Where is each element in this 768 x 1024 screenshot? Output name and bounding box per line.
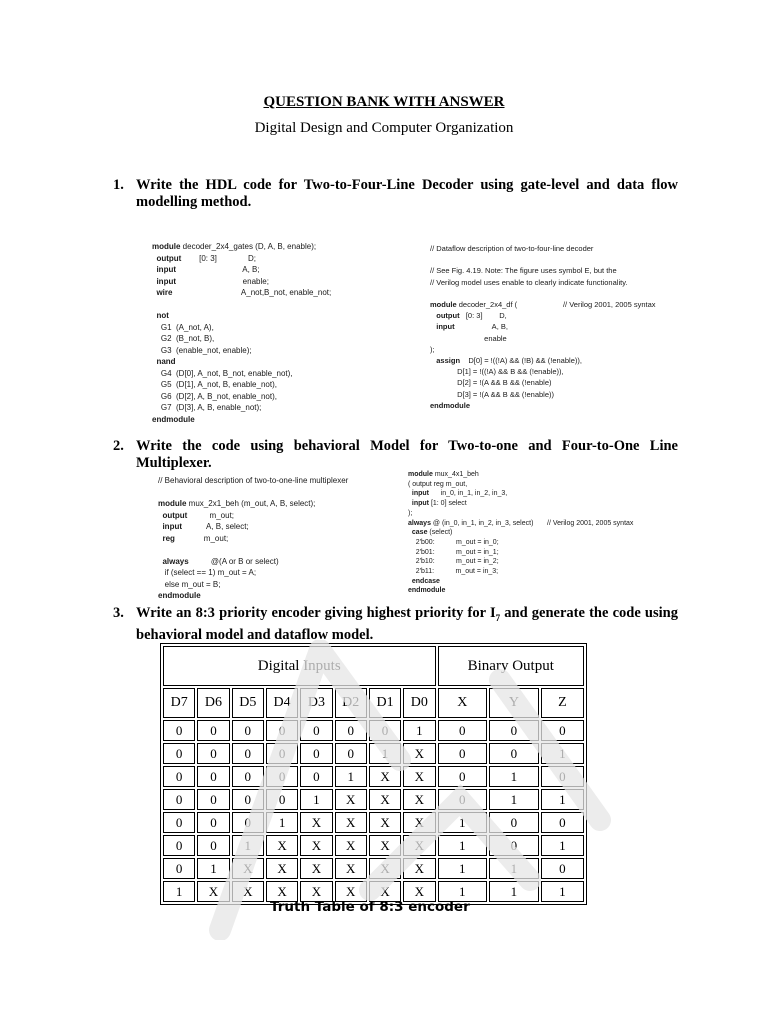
truth-table — [160, 643, 587, 905]
table-row — [163, 835, 584, 856]
code-line: input [1: 0] select — [411, 500, 467, 508]
code-line: G2 (B_not, B), — [152, 334, 215, 343]
code-line: 2'b00: m_out = in_0; — [408, 538, 499, 546]
code-line: module decoder_2x4_df ( // Verilog 2001, 2005 syntax — [430, 300, 656, 310]
column-header-d4: D4 — [266, 688, 298, 718]
table-cell: X — [369, 789, 401, 810]
question-text: Write the code using behavioral Model for Two-to-one and Four-to-One Line Multiplexer. — [136, 438, 678, 471]
table-cell: 0 — [163, 766, 195, 787]
table-cell: X — [266, 881, 298, 902]
table-cell: X — [403, 812, 435, 833]
code-line: output [0: 3] D, — [436, 311, 507, 321]
table-cell: X — [266, 835, 298, 856]
question-number: 3. — [113, 605, 124, 621]
code-line: input enable; — [156, 276, 269, 286]
code-line: D[1] = !((!A) && B && (!enable)), — [430, 367, 564, 377]
table-cell: X — [232, 858, 264, 879]
table-cell: 1 — [489, 766, 539, 787]
code-line: endcase — [411, 577, 440, 585]
page-subtitle: Digital Design and Computer Organization — [254, 120, 514, 136]
table-cell: 0 — [197, 835, 229, 856]
code-line: module mux_4x1_beh — [408, 471, 479, 478]
table-cell: X — [369, 858, 401, 879]
table-cell: X — [300, 835, 332, 856]
table-cell: 0 — [489, 812, 539, 833]
question-1 — [113, 177, 678, 211]
table-cell: X — [300, 812, 332, 833]
table-cell: 0 — [541, 812, 584, 833]
table-cell: X — [300, 858, 332, 879]
table-cell: 1 — [438, 858, 488, 879]
column-header-d0: D0 — [403, 688, 435, 718]
code-line — [158, 544, 348, 556]
table-cell: 1 — [163, 881, 195, 902]
code-line: assign D[0] = !((!A) && (!B) && (!enable)), — [436, 356, 582, 366]
group-header-outputs: Binary Output — [438, 646, 585, 686]
code-line — [152, 299, 331, 311]
table-cell: 1 — [197, 858, 229, 879]
code-line: G5 (D[1], A_not, B, enable_not), — [152, 380, 277, 389]
table-cell: 0 — [232, 812, 264, 833]
code-line: D[3] = !(A && B && (!enable)) — [430, 389, 555, 399]
table-cell: 1 — [266, 812, 298, 833]
table-cell: X — [335, 835, 367, 856]
code-line: case (select) — [411, 529, 453, 537]
table-cell: 1 — [403, 720, 435, 741]
column-header-y: Y — [489, 688, 539, 718]
table-cell: 1 — [489, 881, 539, 902]
code-line: ); — [408, 509, 413, 517]
table-cell: X — [403, 789, 435, 810]
table-cell: X — [369, 881, 401, 902]
code-line: endmodule — [408, 587, 446, 595]
table-cell: 0 — [163, 789, 195, 810]
table-cell: 0 — [163, 835, 195, 856]
code-line: output [0: 3] D; — [156, 253, 257, 263]
table-cell: 0 — [541, 858, 584, 879]
column-header-d5: D5 — [232, 688, 264, 718]
table-cell: 0 — [541, 766, 584, 787]
column-header-d2: D2 — [335, 688, 367, 718]
code-line: module decoder_2x4_gates (D, A, B, enable); — [152, 242, 317, 251]
table-cell: 0 — [232, 766, 264, 787]
code-line: endmodule — [152, 414, 195, 424]
table-cell: 1 — [438, 812, 488, 833]
code-line: G6 (D[2], A, B_not, enable_not), — [152, 391, 277, 401]
code-line — [430, 288, 656, 299]
table-cell: 0 — [438, 789, 488, 810]
table-cell: 1 — [335, 766, 367, 787]
code-line: enable — [430, 333, 507, 343]
table-cell: X — [335, 812, 367, 833]
table-row — [163, 720, 584, 741]
truth-table-container — [160, 643, 587, 899]
code-line: input in_0, in_1, in_2, in_3, — [411, 490, 508, 498]
table-cell: 0 — [266, 789, 298, 810]
column-header-d3: D3 — [300, 688, 332, 718]
code-line: module mux_2x1_beh (m_out, A, B, select); — [158, 499, 316, 508]
table-cell: X — [197, 881, 229, 902]
table-row — [163, 812, 584, 833]
table-cell: X — [335, 858, 367, 879]
table-cell: 0 — [266, 766, 298, 787]
table-cell: 0 — [335, 720, 367, 741]
code-line: endmodule — [430, 400, 471, 410]
table-cell: 0 — [300, 766, 332, 787]
code-line: nand — [156, 357, 176, 366]
table-cell: 1 — [541, 835, 584, 856]
table-cell: 0 — [163, 720, 195, 741]
table-cell: X — [369, 812, 401, 833]
question-3 — [113, 605, 678, 644]
column-header-d6: D6 — [197, 688, 229, 718]
code-decoder-dataflow — [430, 243, 656, 411]
page-title: QUESTION BANK WITH ANSWER — [263, 94, 505, 110]
question-number: 1. — [113, 177, 124, 193]
table-cell: 0 — [232, 789, 264, 810]
code-line — [430, 254, 656, 265]
table-cell: 0 — [335, 743, 367, 764]
table-cell: 1 — [300, 789, 332, 810]
table-cell: 0 — [197, 743, 229, 764]
table-cell: 0 — [266, 720, 298, 741]
table-cell: X — [403, 881, 435, 902]
group-header-inputs: Digital Inputs — [163, 646, 436, 686]
column-header-d7: D7 — [163, 688, 195, 718]
code-line: 2'b01: m_out = in_1; — [408, 548, 499, 556]
code-decoder-gates — [152, 241, 331, 425]
table-cell: 1 — [232, 835, 264, 856]
table-row — [163, 743, 584, 764]
table-cell: X — [403, 766, 435, 787]
table-cell: 0 — [163, 812, 195, 833]
table-cell: X — [232, 881, 264, 902]
table-cell: 1 — [489, 858, 539, 879]
code-mux-2x1 — [158, 475, 348, 602]
code-line: 2'b11: m_out = in_3; — [408, 568, 499, 576]
table-cell: X — [403, 858, 435, 879]
code-line — [158, 487, 348, 499]
table-cell: 1 — [438, 835, 488, 856]
table-cell: 0 — [197, 812, 229, 833]
code-line: // Verilog model uses enable to clearly indicate functionality. — [430, 277, 628, 287]
table-row — [163, 858, 584, 879]
table-cell: 0 — [489, 743, 539, 764]
code-line: // See Fig. 4.19. Note: The figure uses symbol E, but the — [430, 266, 617, 276]
question-text: Write the HDL code for Two-to-Four-Line Decoder using gate-level and data flow modelling method. — [136, 177, 678, 210]
code-line: input A, B, — [436, 322, 508, 332]
code-line: not — [156, 311, 169, 320]
code-line: input A, B; — [156, 265, 260, 274]
code-line: endmodule — [158, 591, 201, 600]
table-cell: 0 — [232, 720, 264, 741]
code-line: else m_out = B; — [158, 579, 221, 589]
table-cell: 1 — [489, 789, 539, 810]
code-line: // Behavioral description of two-to-one-line multiplexer — [158, 476, 349, 485]
table-cell: X — [403, 743, 435, 764]
question-text: Write an 8:3 priority encoder giving highest priority for $I_7$ and generate the code using behavioral model and dataflow model. — [136, 605, 678, 643]
code-line: D[2] = !(A && B && (!enable) — [430, 378, 552, 388]
code-line: G3 (enable_not, enable); — [152, 345, 252, 355]
code-line: reg m_out; — [162, 533, 229, 543]
table-cell: 0 — [541, 720, 584, 741]
table-row — [163, 789, 584, 810]
code-line: G4 (D[0], A_not, B_not, enable_not), — [152, 368, 293, 378]
column-header-z: Z — [541, 688, 584, 718]
table-cell: 0 — [369, 720, 401, 741]
table-caption: Truth Table of 8:3 encoder — [270, 899, 470, 915]
table-cell: 1 — [541, 789, 584, 810]
table-cell: X — [369, 835, 401, 856]
table-cell: X — [335, 789, 367, 810]
table-cell: X — [266, 858, 298, 879]
table-cell: 0 — [197, 720, 229, 741]
code-line: ( output reg m_out, — [408, 480, 468, 488]
table-cell: 0 — [232, 743, 264, 764]
code-line: if (select == 1) m_out = A; — [158, 568, 257, 577]
table-cell: 0 — [197, 766, 229, 787]
table-cell: 1 — [369, 743, 401, 764]
table-cell: 0 — [300, 720, 332, 741]
table-cell: 0 — [438, 720, 488, 741]
table-cell: X — [403, 835, 435, 856]
question-2 — [113, 438, 678, 472]
table-cell: 0 — [300, 743, 332, 764]
table-cell: X — [300, 881, 332, 902]
table-cell: X — [335, 881, 367, 902]
code-mux-4x1 — [408, 470, 633, 596]
column-header-d1: D1 — [369, 688, 401, 718]
code-line: input A, B, select; — [162, 522, 249, 531]
table-cell: 0 — [163, 743, 195, 764]
table-cell: 0 — [163, 858, 195, 879]
column-header-x: X — [438, 688, 488, 718]
table-row — [163, 766, 584, 787]
table-cell: X — [369, 766, 401, 787]
question-number: 2. — [113, 438, 124, 454]
table-cell: 0 — [438, 743, 488, 764]
table-cell: 0 — [197, 789, 229, 810]
code-line: G1 (A_not, A), — [152, 322, 214, 332]
code-line: output m_out; — [162, 510, 235, 520]
table-cell: 1 — [541, 743, 584, 764]
code-line: always @ (in_0, in_1, in_2, in_3, select) // Verilog 2001, 2005 syntax — [408, 519, 634, 527]
table-cell: 1 — [438, 881, 488, 902]
code-line: 2'b10: m_out = in_2; — [408, 558, 499, 566]
table-cell: 0 — [266, 743, 298, 764]
code-line: wire A_not,B_not, enable_not; — [156, 288, 332, 297]
table-cell: 0 — [489, 835, 539, 856]
code-line: // Dataflow description of two-to-four-line decoder — [430, 244, 594, 253]
column-header-row — [163, 688, 584, 718]
table-cell: 1 — [541, 881, 584, 902]
table-cell: 0 — [438, 766, 488, 787]
table-cell: 0 — [489, 720, 539, 741]
code-line: ); — [430, 344, 435, 354]
code-line: G7 (D[3], A, B, enable_not); — [152, 403, 262, 412]
code-line: always @(A or B or select) — [162, 556, 279, 566]
